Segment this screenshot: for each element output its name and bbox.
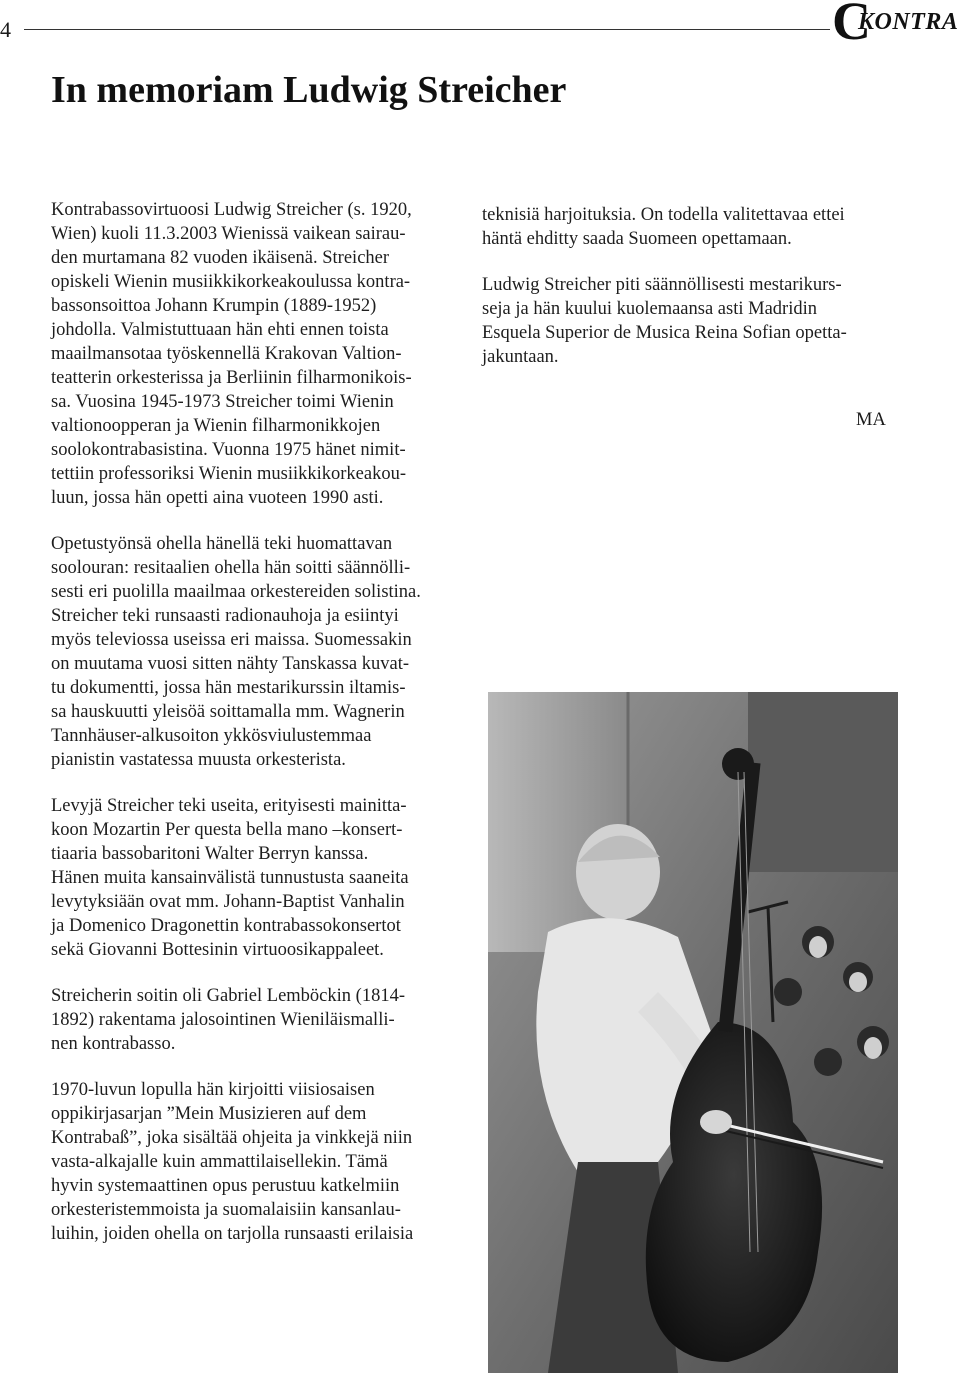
text-line: oppikirjasarjan ”Mein Musizieren auf dem	[51, 1104, 367, 1124]
text-line: Tannhäuser-alkusoiton ykkösviulustemmaa	[51, 726, 372, 746]
right-column	[482, 203, 902, 391]
text-line: teatterin orkesterissa ja Berliinin filharmonikois-	[51, 368, 412, 388]
text-line: Streicher teki runsaasti radionauhoja ja esiintyi	[51, 606, 399, 626]
paragraph	[51, 198, 461, 510]
text-line: on muutama vuosi sitten nähty Tanskassa kuvat-	[51, 654, 410, 674]
text-line: Hänen muita kansainvälistä tunnustusta saaneita	[51, 868, 409, 888]
text-line: maailmansotaa työskennellä Krakovan Valtion-	[51, 344, 402, 364]
text-line: Ludwig Streicher piti säännöllisesti mestarikurs-	[482, 275, 842, 295]
text-line: hyvin systemaattinen opus perustuu katkelmiin	[51, 1176, 400, 1196]
logo-text: KONTRA	[858, 9, 959, 35]
paragraph	[482, 203, 902, 251]
article-title: In memoriam Ludwig Streicher	[51, 69, 567, 111]
text-line: nen kontrabasso.	[51, 1034, 176, 1054]
text-line: luihin, joiden ohella on tarjolla runsaasti erilaisia	[51, 1224, 414, 1244]
paragraph	[51, 984, 461, 1056]
text-line: den murtamana 82 vuoden ikäisenä. Streicher	[51, 248, 390, 268]
header-rule	[24, 29, 830, 30]
text-line: vasta-alkajalle kuin ammattilaisellekin. Tämä	[51, 1152, 388, 1172]
text-line: koon Mozartin Per questa bella mano –konsert-	[51, 820, 403, 840]
text-line: myös televiossa useissa eri maissa. Suomessakin	[51, 630, 412, 650]
text-line: orkesteristemmoista ja suomalaisiin kansanlau-	[51, 1200, 401, 1220]
author-signature: MA	[856, 410, 886, 430]
photo-illustration	[488, 692, 898, 1373]
text-line: Opetustyönsä ohella hänellä teki huomattavan	[51, 534, 393, 554]
text-line: ja Domenico Dragonettin kontrabassokonsertot	[51, 916, 401, 936]
text-line: tiaaria bassobaritoni Walter Berryn kanssa.	[51, 844, 369, 864]
text-line: 1970-luvun lopulla hän kirjoitti viisiosaisen	[51, 1080, 375, 1100]
text-line: häntä ehditty saada Suomeen opettamaan.	[482, 229, 792, 249]
text-line: sa hauskuutti yleisöä soittamalla mm. Wagnerin	[51, 702, 405, 722]
text-line: levytyksiään ovat mm. Johann-Baptist Vanhalin	[51, 892, 405, 912]
text-line: soolokontrabasistina. Vuonna 1975 hänet nimit-	[51, 440, 406, 460]
text-line: teknisiä harjoituksia. On todella valitettavaa ettei	[482, 205, 845, 225]
text-line: Kontrabassovirtuoosi Ludwig Streicher (s. 1920,	[51, 200, 412, 220]
logo-letter: C	[832, 0, 871, 51]
text-line: bassonsoittoa Johann Krumpin (1889-1952)	[51, 296, 377, 316]
text-line: sekä Giovanni Bottesinin virtuoosikappaleet.	[51, 940, 384, 960]
text-line: Streicherin soitin oli Gabriel Lemböckin (1814-	[51, 986, 405, 1006]
text-line: pianistin vastatessa muusta orkesterista.	[51, 750, 346, 770]
text-line: Esquela Superior de Musica Reina Sofian opetta-	[482, 323, 847, 343]
text-line: seja ja hän kuului kuolemaansa asti Madridin	[482, 299, 817, 319]
text-line: sa. Vuosina 1945-1973 Streicher toimi Wienin	[51, 392, 394, 412]
text-line: johdolla. Valmistuttuaan hän ehti ennen toista	[51, 320, 389, 340]
text-line: Levyjä Streicher teki useita, erityisesti mainitta-	[51, 796, 407, 816]
text-line: 1892) rakentama jalosointinen Wieniläismalli-	[51, 1010, 395, 1030]
text-line: opiskeli Wienin musiikkikorkeakoulussa kontra-	[51, 272, 411, 292]
paragraph	[482, 273, 902, 369]
kontra-logo	[830, 0, 960, 50]
text-line: soolouran: resitaalien ohella hän soitti säännölli-	[51, 558, 411, 578]
text-line: tu dokumentti, jossa hän mestarikurssin iltamis-	[51, 678, 406, 698]
paragraph	[51, 532, 461, 772]
text-line: sesti eri puolilla maailmaa orkestereiden solistina.	[51, 582, 421, 602]
page-number: 4	[0, 17, 11, 42]
left-column	[51, 198, 461, 1268]
paragraph	[51, 794, 461, 962]
paragraph	[51, 1078, 461, 1246]
text-line: luun, jossa hän opetti aina vuoteen 1990 asti.	[51, 488, 384, 508]
text-line: tettiin professoriksi Wienin musiikkikorkeakou-	[51, 464, 406, 484]
text-line: jakuntaan.	[482, 347, 559, 367]
photo-double-bass-player	[488, 692, 898, 1373]
text-line: Wien) kuoli 11.3.2003 Wienissä vaikean sairau-	[51, 224, 406, 244]
text-line: Kontrabaß”, joka sisältää ohjeita ja vinkkejä niin	[51, 1128, 413, 1148]
text-line: valtionoopperan ja Wienin filharmonikkojen	[51, 416, 381, 436]
